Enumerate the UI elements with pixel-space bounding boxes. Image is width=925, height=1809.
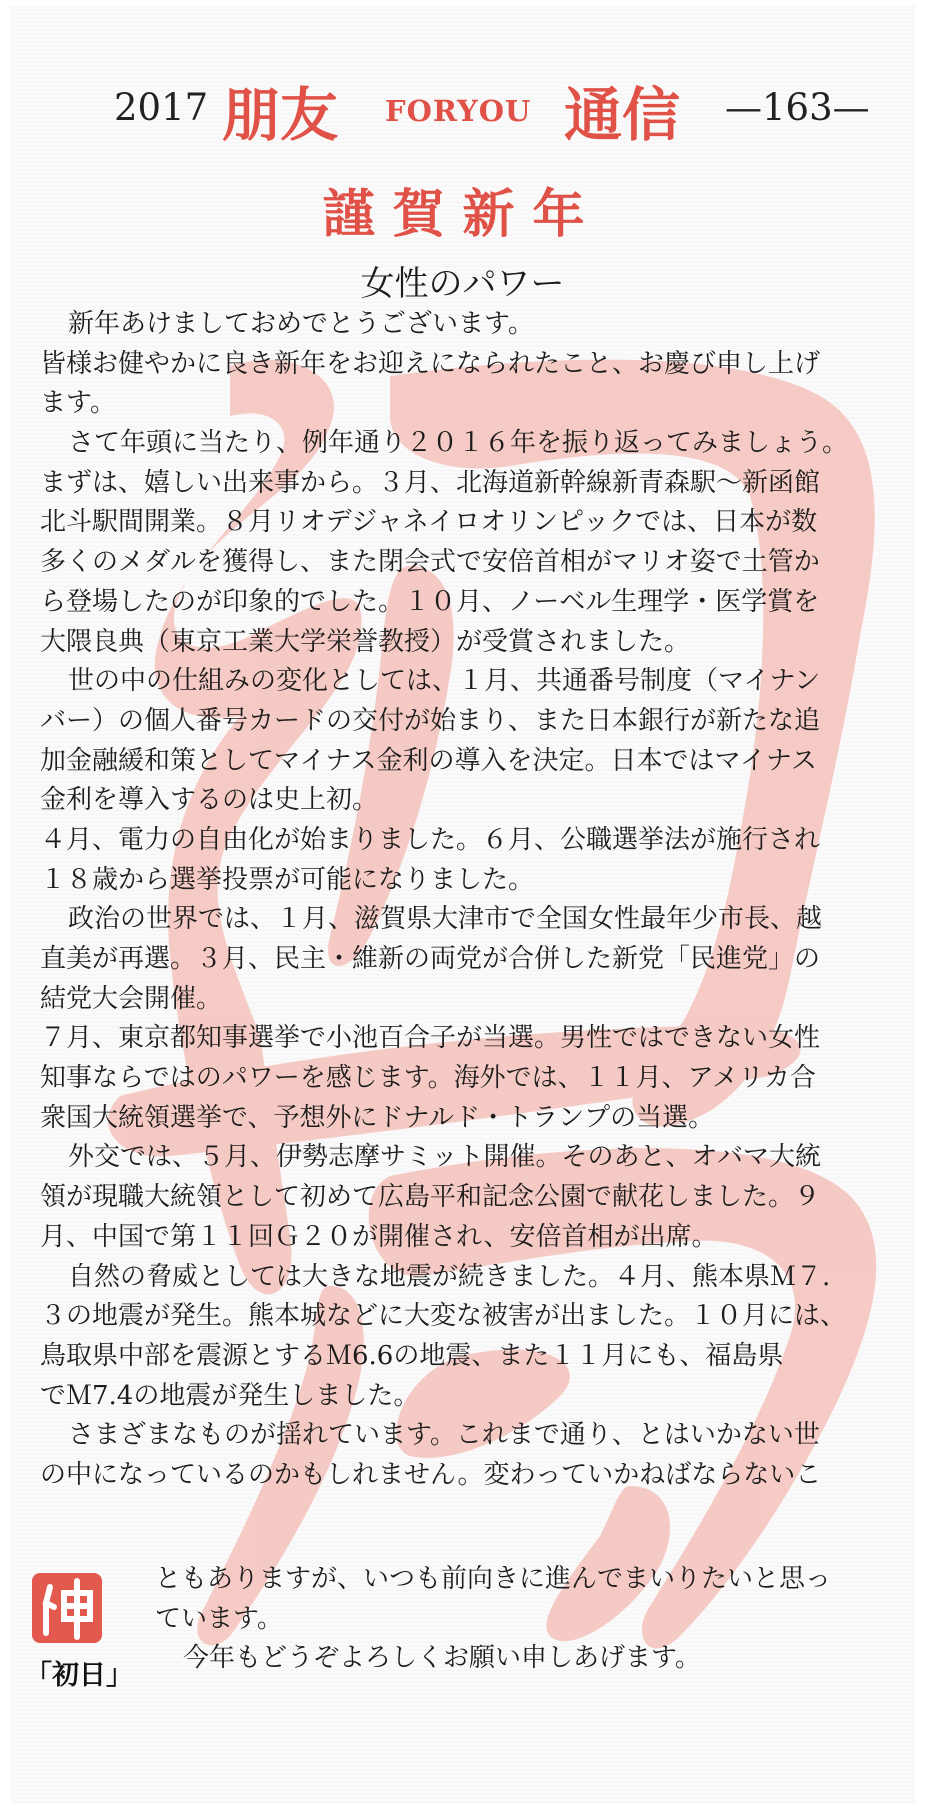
masthead-title-part1: 朋友 [222,81,339,149]
text-line: 世の中の仕組みの変化としては、１月、共通番号制度（マイナン [68,666,821,697]
text-line: ３の地震が発生。熊本城などに大変な被害が出ました。１０月には、 [40,1301,847,1332]
text-line: 多くのメダルを獲得し、また閉会式で安倍首相がマリオ姿で土管か [40,547,820,578]
text-line: 外交では、５月、伊勢志摩サミット開催。そのあと、オバマ大統 [68,1142,821,1173]
sun-seal-icon [32,1573,102,1643]
text-line: 政治の世界では、１月、滋賀県大津市で全国女性最年少市長、越 [68,904,823,935]
text-line: 大隈良典（東京工業大学栄誉教授）が受賞されました。 [40,626,691,657]
text-line: でＭ7.4の地震が発生しました。 [40,1380,420,1411]
article-closing [155,1560,895,1679]
text-line: 金利を導入するのは史上初。 [40,785,379,816]
masthead-foryou: FORYOU [385,94,532,128]
text-line: １８歳から選挙投票が可能になりました。 [40,864,535,895]
text-line: 新年あけましておめでとうございます。 [68,309,534,339]
text-line: 直美が再選。３月、民主・維新の両党が合併した新党「民進党」の [40,944,821,974]
text-line: ４月、電力の自由化が始まりました。６月、公職選挙法が施行され [40,824,821,855]
text-line: さて年頭に当たり、例年通り２０１６年を振り返ってみましょう。 [68,428,849,459]
text-line: 自然の脅威としては大きな地震が続きました。４月、熊本県Ｍ７. [68,1261,831,1292]
text-line: 皆様お健やかに良き新年をお迎えになられたこと、お慶び申し上げ [40,348,821,379]
text-line: 鳥取県中部を震源とするＭ6.6の地震、また１１月にも、福島県 [40,1340,784,1371]
text-line: 加金融緩和策としてマイナス金利の導入を決定。日本ではマイナス [40,745,817,776]
text-line: バー）の個人番号カードの交付が始まり、また日本銀行が新たな追 [40,705,821,736]
text-line: まずは、嬉しい出来事から。３月、北海道新幹線新青森駅～新函館 [40,467,821,498]
text-line: ています。 [155,1603,283,1634]
masthead [10,64,925,149]
masthead-year: 2017 [114,86,209,129]
masthead-title-part2: 通信 [564,81,681,149]
text-line: 北斗駅間開業。８月リオデジャネイロオリンピックでは、日本が数 [40,507,818,538]
text-line: 衆国大統領選挙で、予想外にドナルド・トランプの当選。 [40,1102,715,1133]
text-line: ７月、東京都知事選挙で小池百合子が当選。男性ではできない女性 [40,1023,821,1054]
article-title: 女性のパワー [360,264,565,304]
text-line: 今年もどうぞよろしくお願い申しあげます。 [183,1643,701,1674]
issue-number: —163— [725,86,870,129]
text-line: ます。 [40,388,116,419]
text-line: ら登場したのが印象的でした。１０月、ノーベル生理学・医学賞を [40,586,820,617]
text-line: 結党大会開催。 [40,983,223,1014]
text-line: ともありますが、いつも前向きに進んでまいりたいと思っ [155,1564,832,1594]
text-line: さまざまなものが揺れています。これまで通り、とはいかない世 [68,1420,820,1451]
text-line: の中になっているのかもしれません。変わっていかねばならないこ [40,1459,822,1490]
seal-caption: 「初日」 [25,1660,133,1691]
new-year-greeting: 謹賀新年 [322,184,603,245]
text-line: 領が現職大統領として初めて広島平和記念公園で献花しました。９ [40,1182,821,1213]
text-line: 知事ならではのパワーを感じます。海外では、１１月、アメリカ合 [40,1063,816,1094]
text-line: 月、中国で第１１回Ｇ２０が開催され、安倍首相が出席。 [40,1221,718,1252]
article-body [40,305,890,1496]
